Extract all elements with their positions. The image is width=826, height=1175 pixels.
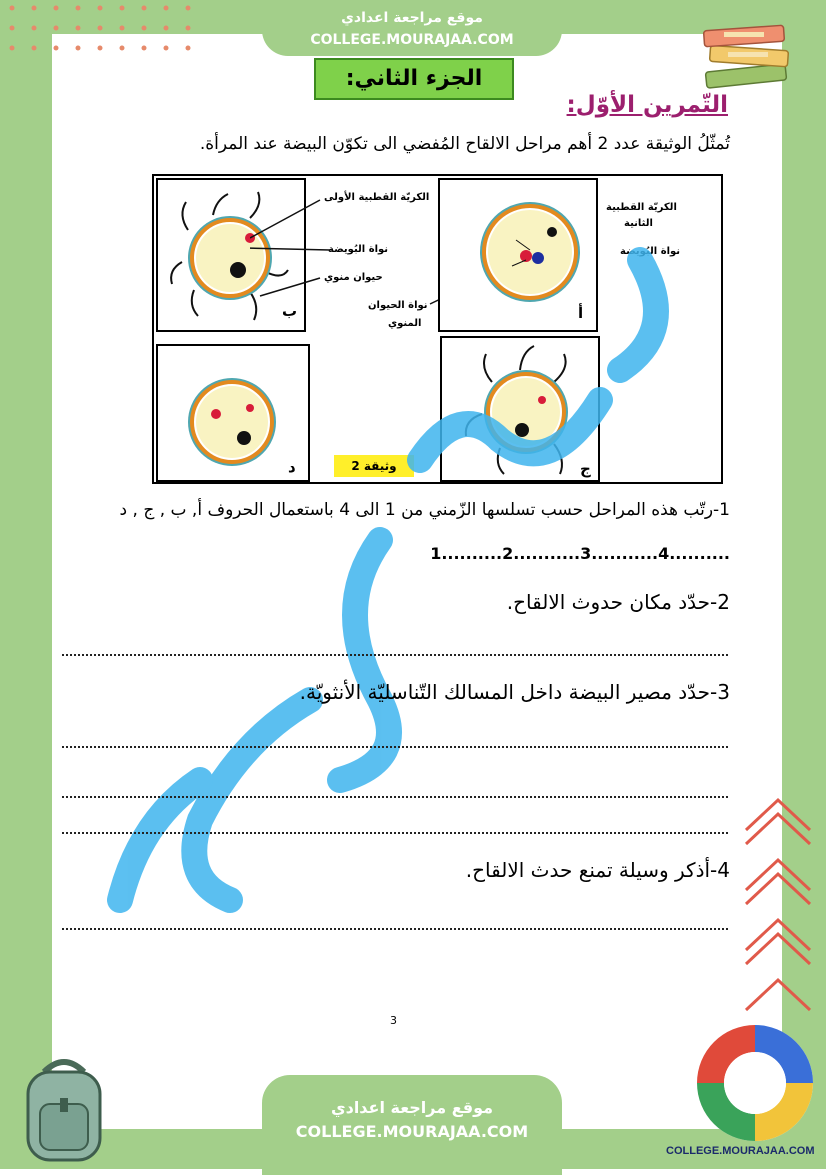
label-sperm-nucleus-2: المنوي	[388, 318, 422, 329]
panel-d	[156, 344, 310, 482]
logo-caption[interactable]: COLLEGE.MOURAJAA.COM	[666, 1145, 815, 1157]
exercise-title: التّمرين الأوّل:	[566, 92, 728, 118]
question-1-answer-line[interactable]: 1..........2...........3...........4..........	[430, 544, 730, 563]
chevron-decoration	[738, 790, 818, 1020]
question-3: 3-حدّد مصير البيضة داخل المسالك التّناسليّة الأنثويّة.	[299, 680, 730, 704]
answer-line-q3-3[interactable]	[62, 832, 728, 834]
backpack-icon	[14, 1052, 114, 1164]
part-title: الجزء الثاني:	[314, 58, 514, 100]
decorative-dots	[2, 2, 202, 52]
document-caption: وثيقة 2	[334, 455, 414, 477]
question-2: 2-حدّد مكان حدوث الالقاح.	[506, 590, 730, 614]
panel-a-letter: أ	[578, 304, 584, 322]
panel-a	[438, 178, 598, 332]
site-name-top: موقع مراجعة اعدادي	[341, 10, 483, 26]
answer-line-q2[interactable]	[62, 654, 728, 656]
panel-d-letter: د	[288, 458, 296, 476]
label-egg-nucleus-b: نواة البُويضة	[328, 244, 389, 255]
panel-j-letter: ج	[580, 460, 591, 478]
egg-diagram-a	[440, 180, 596, 330]
label-sperm-nucleus: نواة الحيوان	[368, 300, 428, 311]
answer-line-q3-1[interactable]	[62, 746, 728, 748]
site-url-top[interactable]: COLLEGE.MOURAJAA.COM	[310, 32, 514, 48]
label-sperm: حيوان منوي	[324, 272, 383, 283]
site-url-bottom[interactable]: COLLEGE.MOURAJAA.COM	[295, 1122, 529, 1141]
label-first-polar-body: الكريّة القطبية الأولى	[324, 192, 430, 203]
site-logo-icon	[694, 1022, 816, 1144]
panel-b-letter: ب	[282, 302, 298, 320]
site-name-bottom: موقع مراجعة اعدادي	[330, 1098, 494, 1117]
question-1: 1-رتّب هذه المراحل حسب تسلسها الزّمني من 1 الى 4 باستعمال الحروف أ, ب , ج , د	[119, 500, 730, 520]
egg-diagram-d	[158, 346, 308, 480]
books-icon	[698, 10, 798, 92]
label-pointers	[250, 196, 450, 336]
answer-line-q4[interactable]	[62, 928, 728, 930]
answer-line-q3-2[interactable]	[62, 796, 728, 798]
label-second-polar-body: الكريّة القطبية	[606, 202, 677, 213]
intro-text: تُمثّلُ الوثيقة عدد 2 أهم مراحل الالقاح المُفضي الى تكوّن البيضة عند المرأة.	[199, 134, 730, 154]
egg-diagram-j	[442, 338, 598, 480]
label-egg-nucleus-a: نواة البُويضة	[620, 246, 681, 257]
frame-left	[0, 0, 52, 1169]
document-figure	[152, 174, 723, 484]
question-4: 4-أذكر وسيلة تمنع حدث الالقاح.	[465, 858, 730, 882]
label-second-polar-body-2: الثانية	[624, 218, 653, 229]
panel-j	[440, 336, 600, 482]
page-number: 3	[390, 1014, 397, 1027]
